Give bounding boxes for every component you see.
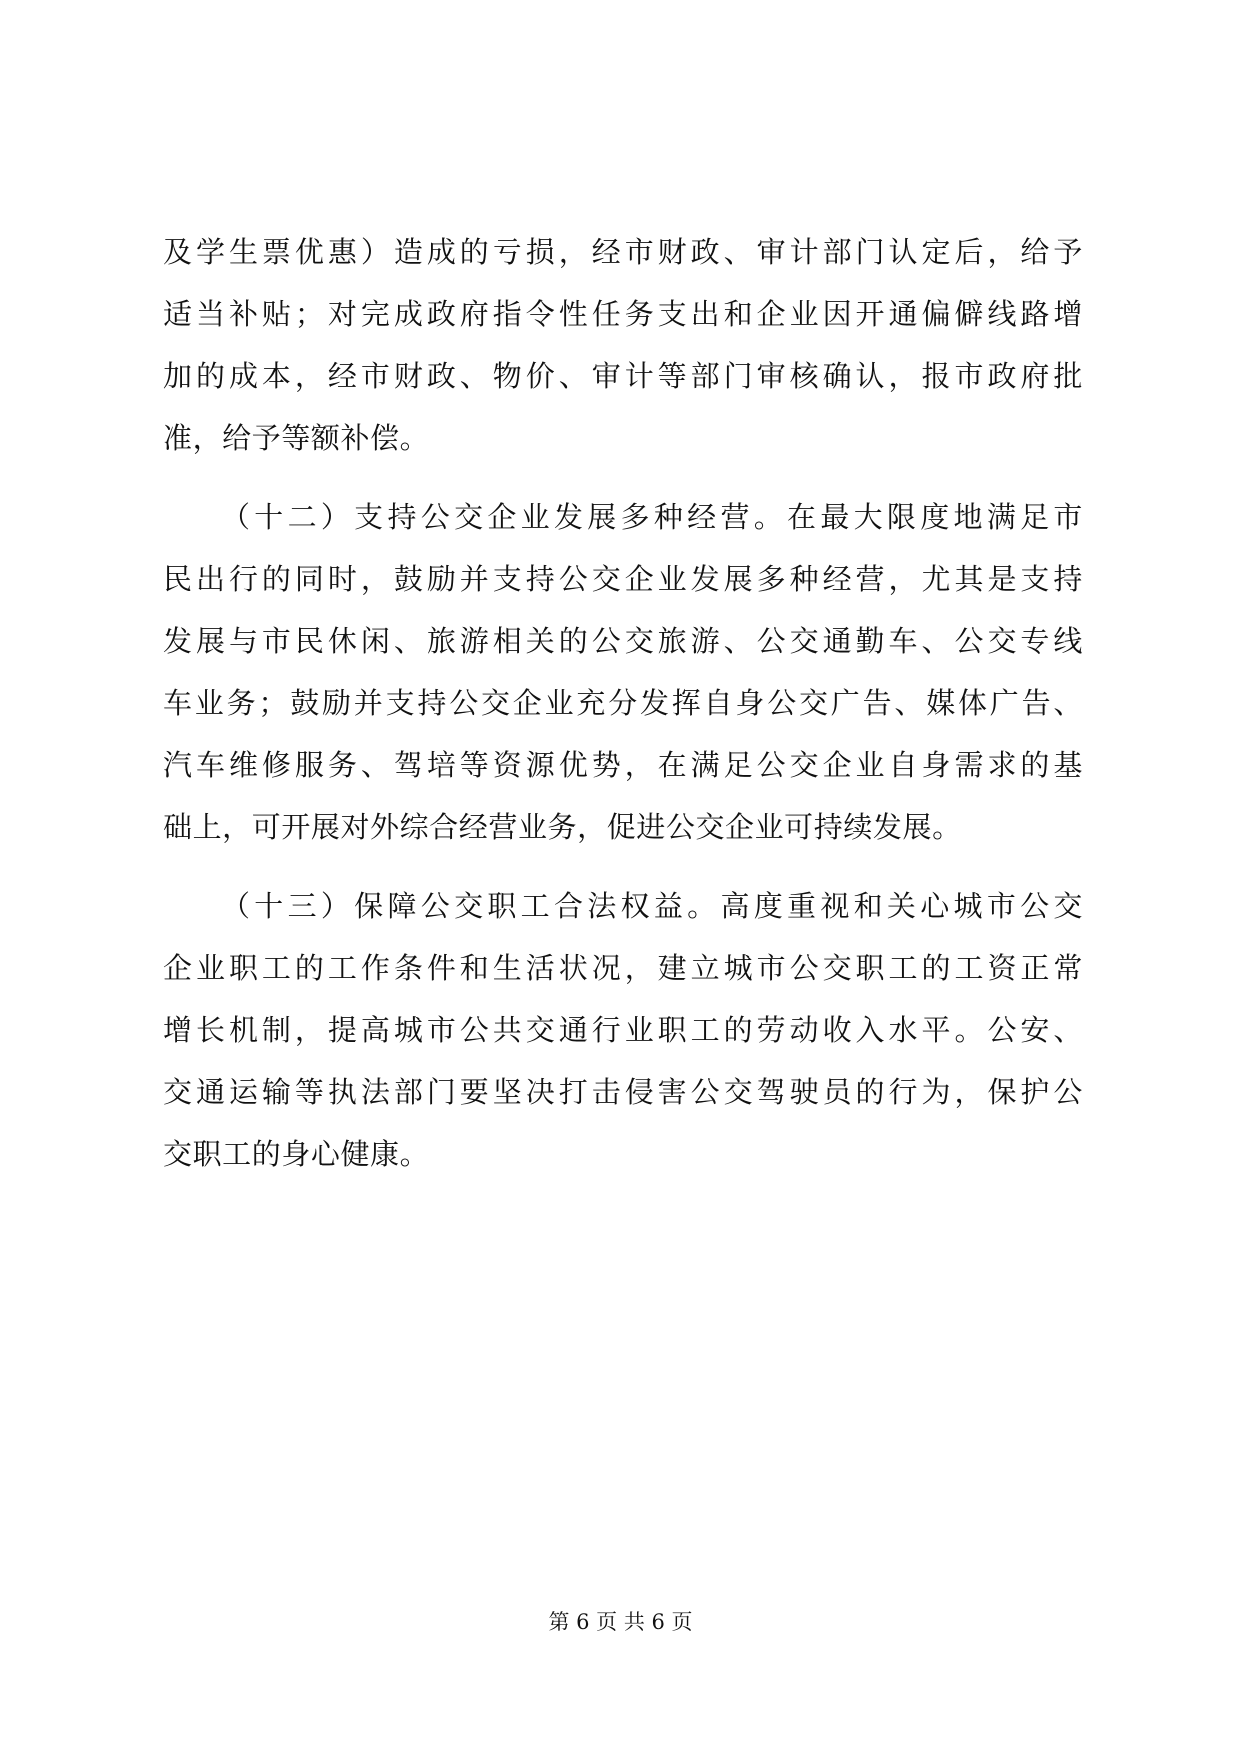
paragraph-line: 准，给予等额补偿。 <box>163 421 430 455</box>
paragraph-line: 础上，可开展对外综合经营业务，促进公交企业可持续发展。 <box>163 810 962 844</box>
paragraph-line: 车业务；鼓励并支持公交企业充分发挥自身公交广告、媒体广告、 <box>163 686 1083 720</box>
paragraph-line: 民出行的同时，鼓励并支持公交企业发展多种经营，尤其是支持 <box>163 562 1083 596</box>
page-footer <box>0 1609 1241 1635</box>
paragraph-line: （十二）支持公交企业发展多种经营。在最大限度地满足市 <box>221 500 1083 534</box>
paragraph-line: 交职工的身心健康。 <box>163 1137 430 1171</box>
paragraph-line: 企业职工的工作条件和生活状况，建立城市公交职工的工资正常 <box>163 951 1083 985</box>
paragraph-line: 交通运输等执法部门要坚决打击侵害公交驾驶员的行为，保护公 <box>163 1075 1083 1109</box>
page-number-label: 第 6 页 共 6 页 <box>548 1610 693 1634</box>
paragraph-line: 及学生票优惠）造成的亏损，经市财政、审计部门认定后，给予 <box>163 235 1083 269</box>
paragraph-line: （十三）保障公交职工合法权益。高度重视和关心城市公交 <box>221 889 1083 923</box>
paragraph-line: 发展与市民休闲、旅游相关的公交旅游、公交通勤车、公交专线 <box>163 624 1083 658</box>
paragraph-line: 加的成本，经市财政、物价、审计等部门审核确认，报市政府批 <box>163 359 1083 393</box>
paragraph-line: 汽车维修服务、驾培等资源优势，在满足公交企业自身需求的基 <box>163 748 1083 782</box>
paragraph-line: 适当补贴；对完成政府指令性任务支出和企业因开通偏僻线路增 <box>163 297 1083 331</box>
paragraph-line: 增长机制，提高城市公共交通行业职工的劳动收入水平。公安、 <box>163 1013 1083 1047</box>
